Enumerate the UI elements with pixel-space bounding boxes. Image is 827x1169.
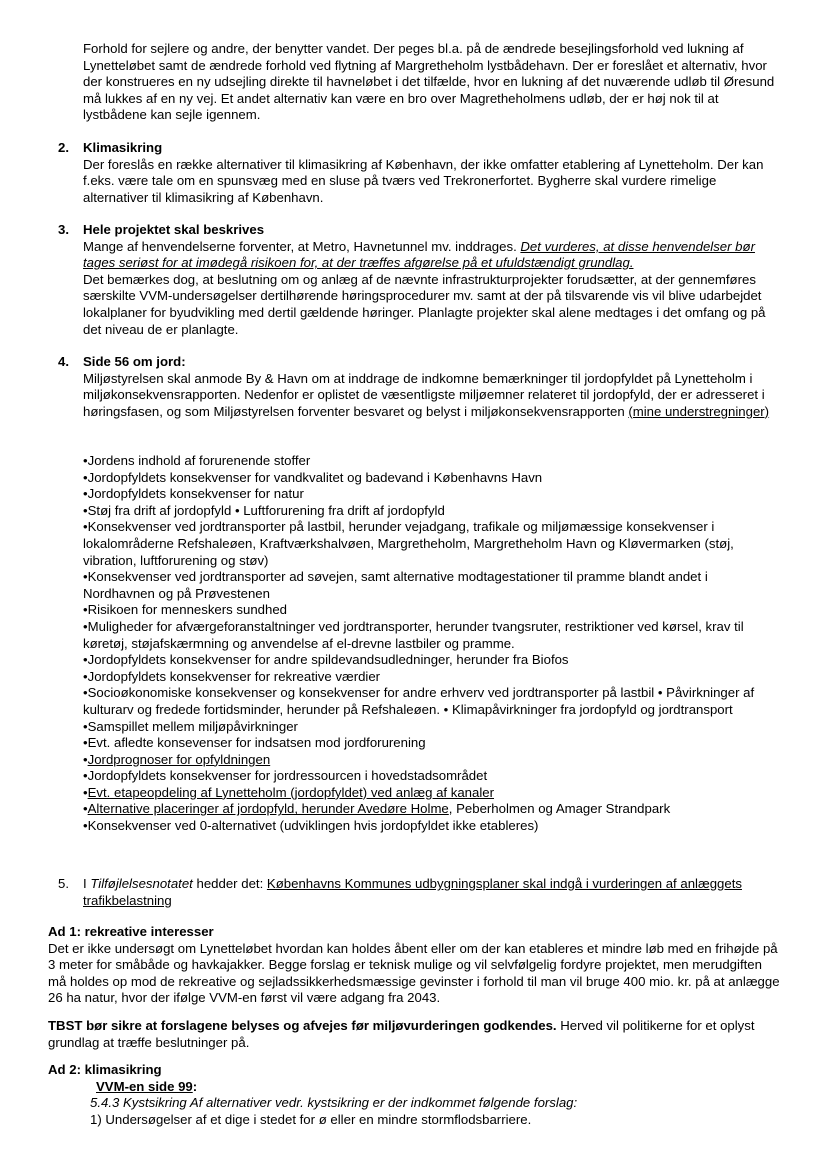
bullet-item: • Risikoen for menneskers sundhed [83, 602, 783, 619]
item-5-text-a: I [83, 876, 87, 891]
bullet-item: • Konsekvenser ved 0-alternativet (udviklingen hvis jordopfyldet ikke etableres) [83, 818, 783, 835]
bullet-item: • Konsekvenser ved jordtransporter på lastbil, herunder vejadgang, trafikale og miljømæssige konsekvenser i lokalområderne Refshaleøen, Kraftværkshalvøen, Margretheholm, Margretheholm Havn og Kløvermarken (støj, vibration, luftforurening og støv) [83, 519, 783, 569]
item-2-number: 2. [58, 140, 69, 155]
item-5-text-italic: Tilføjlelsesnotatet [90, 876, 193, 891]
item-3 [0, 222, 827, 338]
bullet-item: • Jordopfyldets konsekvenser for jordressourcen i hovedstadsområdet [83, 768, 783, 785]
item-2-text: Der foreslås en række alternativer til klimasikring af København, der ikke omfatter etablering af Lynetteholm. Der kan f.eks. være tale om en spunsvæg med en sluse på tværs ved Trekronerfortet. Bygherre skal vurdere rimelige alternativer til klimasikring af København. [83, 156, 764, 205]
bullet-item: • Muligheder for afværgeforanstaltninger ved jordtransporter, herunder tvangsruter, restriktioner ved kørsel, krav til køretøj, støjafskærmning og anvendelse af el-drevne lastbiler og pramme. [83, 619, 783, 652]
item-4-number: 4. [58, 354, 69, 369]
bullet-item: • Konsekvenser ved jordtransporter ad søvejen, samt alternative modtagestationer til pramme blandt andet i Nordhavnen og på Prøvestenen [83, 569, 783, 602]
item-4-heading: Side 56 om jord: [83, 354, 186, 369]
item-2-heading: Klimasikring [83, 140, 163, 155]
ad2-line: 1) Undersøgelser af et dige i stedet for ø eller en mindre stormflodsbarriere. [90, 1111, 532, 1127]
item-4-text [83, 371, 783, 421]
bullet-item [83, 752, 783, 769]
intro-block [0, 41, 827, 124]
item-5-text-b: hedder det: [196, 876, 264, 891]
bullet-item-underlined: Alternative placeringer af jordopfyld, herunder Avedøre Holme [87, 801, 449, 817]
item-3-number: 3. [58, 222, 69, 237]
tbst-section [0, 1018, 827, 1051]
tbst-paragraph [48, 1018, 783, 1051]
ad2-section [0, 1062, 827, 1128]
item-3-text-b: Det bemærkes dog, at beslutning om og anlæg af de nævnte infrastrukturprojekter forudsætter, at der gennemføres særskilte VVM-undersøgelser dertilhørende høringsprocedurer mv. samt at der på tilsvarende vis vil blive udarbejdet lokalplaner for byudvikling med dertil gældende høringer. Planlagte projekter skal alene medtages i det omfang og på det niveau de er planlagte. [83, 271, 766, 337]
item-3-text-a-emphasis: Det vurderes, at disse henvendelser bør tages seriøst for at imødegå risikoen for, at der træffes afgørelse på et ufuldstændigt grundlag. [83, 238, 755, 271]
item-3-text-a [83, 239, 783, 272]
ad2-heading: Ad 2: klimasikring [48, 1062, 162, 1077]
bullet-list [0, 453, 827, 835]
bullet-item: • Samspillet mellem miljøpåvirkninger [83, 719, 783, 736]
bullet-item-underlined: Evt. etapeopdeling af Lynetteholm (jordopfyldet) ved anlæg af kanaler [87, 784, 495, 800]
bullet-item-underlined: Jordprognoser for opfyldningen [87, 751, 271, 767]
bullet-item [83, 801, 783, 818]
intro-paragraph: Forhold for sejlere og andre, der benytter vandet. Der peges bl.a. på de ændrede besejlingsforhold ved lukning af Lynetteløbet samt de ændrede forhold ved flytning af Margretheholm lystbådehavn. Der er foreslået et alternativ, hvor der konstrueres en ny udsejling direkte til havneløbet i det tilfælde, hvor en lukning af det nuværende udløb til Øresund må lukkes af en ny vej. Et andet alternativ kan være en bro over Magretheholmens udløb, der er høj nok til at lystbådene kan sejle igennem. [83, 41, 775, 123]
bullet-item: • Jordopfyldets konsekvenser for andre spildevandsudledninger, herunder fra Biofos [83, 652, 783, 669]
bullet-item: • Støj fra drift af jordopfyld • Luftforurening fra drift af jordopfyld [83, 503, 783, 520]
ad1-section [0, 924, 827, 1007]
item-5-text [83, 876, 783, 909]
ad1-text: Det er ikke undersøgt om Lynetteløbet hvordan kan holdes åbent eller om der kan etableres et mindre løb med en frihøjde på 3 meter for småbåde og havkajakker. Begge forslag er teknisk mulige og vil selvfølgelig fordyre projektet, men merudgiften må holdes op mod de rekreative og sejladssikkerhedsmæssige gevinster i forhold til man vil bruge 400 mio. kr. på at anlægge 26 ha natur, hvor der ifølge VVM-en først vil være adgang fra 2043. [48, 940, 780, 1006]
item-5 [0, 876, 827, 909]
item-3-text-a-plain: Mange af henvendelserne forventer, at Metro, Havnetunnel mv. inddrages. [83, 238, 517, 254]
tbst-text: Herved vil politikerne for et oplyst grundlag at træffe beslutninger på. [48, 1018, 755, 1050]
ad1-heading: Ad 1: rekreative interesser [48, 924, 214, 939]
item-4-text-note: (mine understregninger) [628, 403, 770, 419]
item-2 [0, 140, 827, 206]
bullet-item: • Jordopfyldets konsekvenser for rekreative værdier [83, 669, 783, 686]
item-4 [0, 354, 827, 420]
bullet-item: • Socioøkonomiske konsekvenser og konsekvenser for andre erhverv ved jordtransporter på lastbil • Påvirkninger af kulturarv og fredede fortidsminder, herunder på Refshaleøen. • Klimapåvirkninger fra jordopfyld og jordtransport [83, 685, 783, 718]
ad2-italic: 5.4.3 Kystsikring Af alternativer vedr. kystsikring er der indkommet følgende forslag: [90, 1095, 578, 1111]
bullet-item: • Jordens indhold af forurenende stoffer [83, 453, 783, 470]
item-5-text-underlined: Københavns Kommunes udbygningsplaner skal indgå i vurderingen af anlæggets trafikbelastning [83, 876, 742, 908]
bullet-item-rest: , Peberholmen og Amager Strandpark [448, 801, 671, 817]
item-5-number: 5. [58, 876, 69, 891]
ad2-sub [96, 1079, 827, 1096]
bullet-item: • Jordopfyldets konsekvenser for vandkvalitet og badevand i Københavns Havn [83, 470, 783, 487]
bullet-item: • Jordopfyldets konsekvenser for natur [83, 486, 783, 503]
bullet-item [83, 785, 783, 802]
ad2-sub-label: VVM-en side 99 [96, 1078, 193, 1094]
tbst-bold: TBST bør sikre at forslagene belyses og afvejes før miljøvurderingen godkendes. [48, 1018, 557, 1033]
item-4-text-plain: Miljøstyrelsen skal anmode By & Havn om at inddrage de indkomne bemærkninger til jordopfyldet på Lynetteholm i miljøkonsekvensrapporten. Nedenfor er oplistet de væsentligste miljøemner relateret til jordopfyld, der er adresseret i høringsfasen, og som Miljøstyrelsen forventer besvaret og belyst i miljøkonsekvensrapporten [83, 370, 765, 419]
bullet-item: • Evt. afledte konsevenser for indsatsen mod jordforurening [83, 735, 783, 752]
item-3-heading: Hele projektet skal beskrives [83, 222, 265, 237]
ad2-sub-colon: : [192, 1078, 198, 1094]
